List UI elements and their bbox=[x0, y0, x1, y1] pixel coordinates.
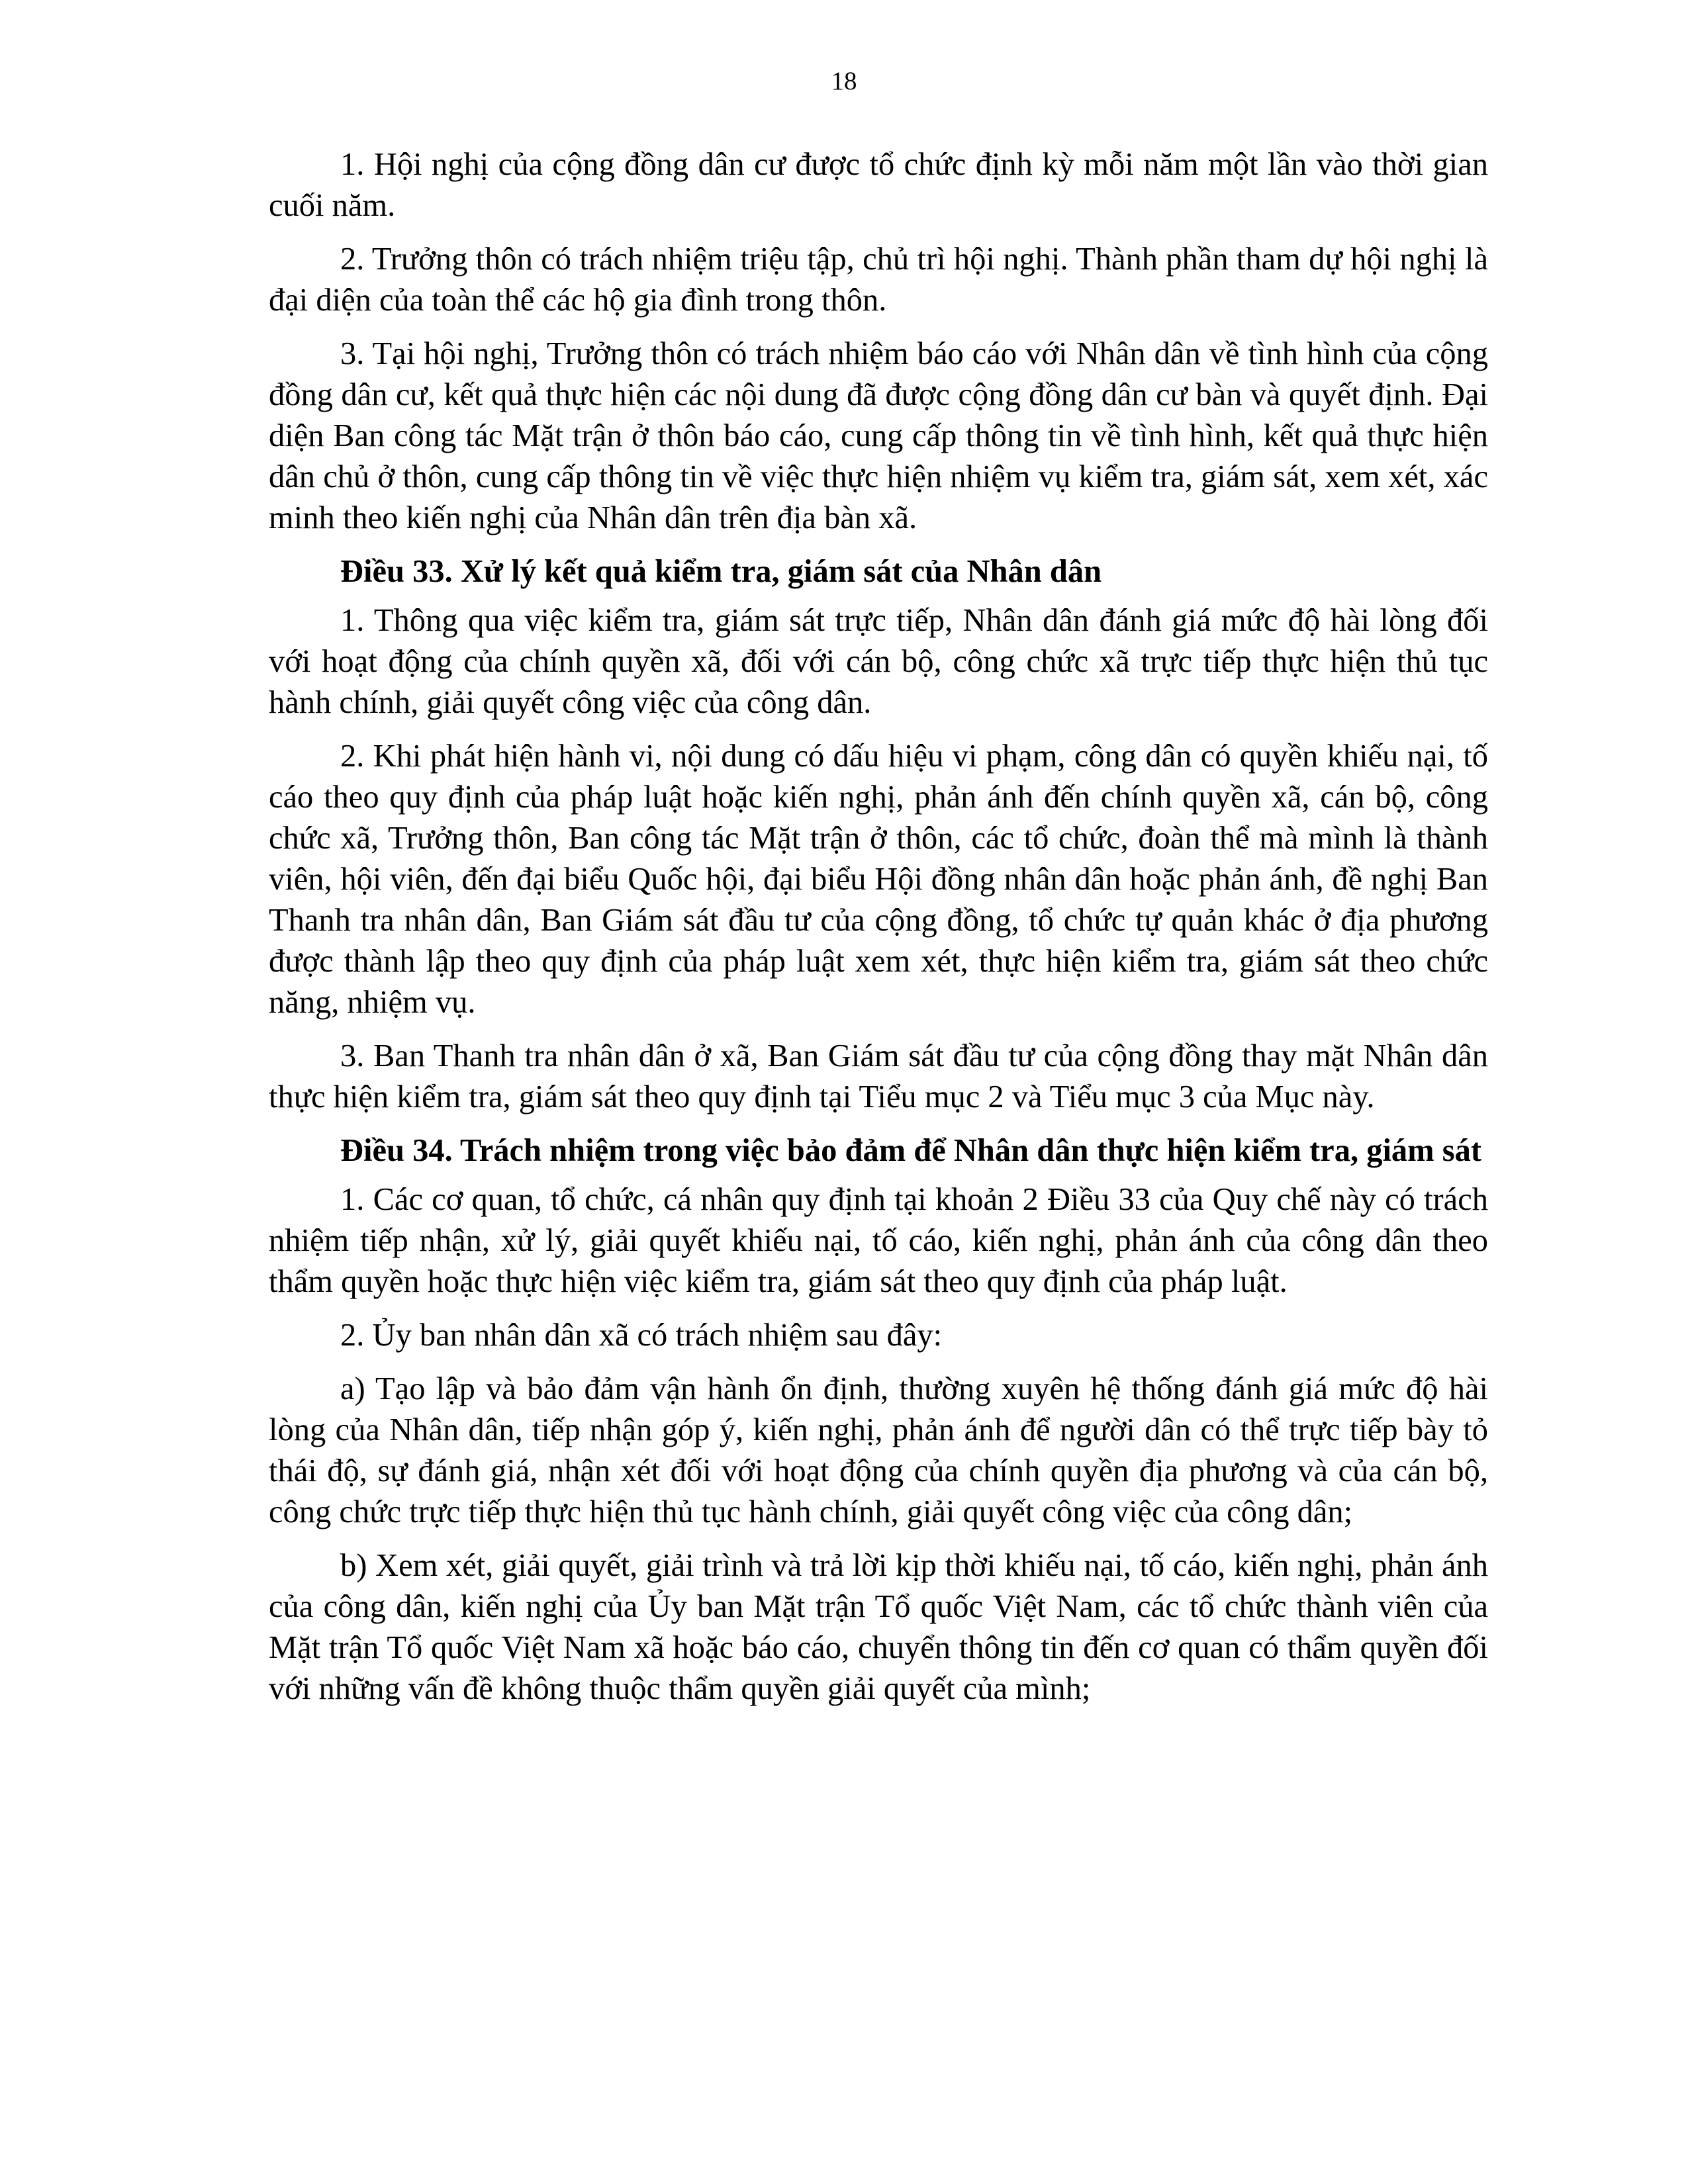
paragraph-1: 1. Hội nghị của cộng đồng dân cư được tổ chức định kỳ mỗi năm một lần vào thời gian cuối năm. bbox=[269, 147, 1488, 223]
article-34-heading: Điều 34. Trách nhiệm trong việc bảo đảm để Nhân dân thực hiện kiểm tra, giám sát bbox=[340, 1133, 1481, 1168]
paragraph-5: 2. Khi phát hiện hành vi, nội dung có dấu hiệu vi phạm, công dân có quyền khiếu nại, tố cáo theo quy định của pháp luật hoặc kiến nghị, phản ánh đến chính quyền xã, cán bộ, công chức xã, Trưởng thôn, Ban công tác Mặt trận ở thôn, các tổ chức, đoàn thể mà mình là thành viên, hội viên, đến đại biểu Quốc hội, đại biểu Hội đồng nhân dân hoặc phản ánh, đề nghị Ban Thanh tra nhân dân, Ban Giám sát đầu tư của cộng đồng, tổ chức tự quản khác ở địa phương được thành lập theo quy định của pháp luật xem xét, thực hiện kiểm tra, giám sát theo chức năng, nhiệm vụ. bbox=[269, 739, 1488, 1020]
paragraph-8: 2. Ủy ban nhân dân xã có trách nhiệm sau đây: bbox=[340, 1318, 943, 1353]
paragraph-2: 2. Trưởng thôn có trách nhiệm triệu tập, chủ trì hội nghị. Thành phần tham dự hội nghị là đại diện của toàn thể các hộ gia đình trong thôn. bbox=[269, 242, 1488, 318]
paragraph-6: 3. Ban Thanh tra nhân dân ở xã, Ban Giám sát đầu tư của cộng đồng thay mặt Nhân dân thực hiện kiểm tra, giám sát theo quy định tại Tiểu mục 2 và Tiểu mục 3 của Mục này. bbox=[269, 1038, 1488, 1115]
document-body bbox=[269, 144, 1488, 1722]
page-number: 18 bbox=[831, 67, 857, 95]
paragraph-9: a) Tạo lập và bảo đảm vận hành ổn định, thường xuyên hệ thống đánh giá mức độ hài lòng của Nhân dân, tiếp nhận góp ý, kiến nghị, phản ánh để người dân có thể trực tiếp bày tỏ thái độ, sự đánh giá, nhận xét đối với hoạt động của chính quyền địa phương và của cán bộ, công chức trực tiếp thực hiện thủ tục hành chính, giải quyết công việc của công dân; bbox=[269, 1371, 1488, 1529]
paragraph-4: 1. Thông qua việc kiểm tra, giám sát trực tiếp, Nhân dân đánh giá mức độ hài lòng đối với hoạt động của chính quyền xã, đối với cán bộ, công chức xã trực tiếp thực hiện thủ tục hành chính, giải quyết công việc của công dân. bbox=[269, 603, 1488, 720]
article-33-heading: Điều 33. Xử lý kết quả kiểm tra, giám sát của Nhân dân bbox=[340, 554, 1102, 589]
paragraph-7: 1. Các cơ quan, tổ chức, cá nhân quy định tại khoản 2 Điều 33 của Quy chế này có trách nhiệm tiếp nhận, xử lý, giải quyết khiếu nại, tố cáo, kiến nghị, phản ánh của công dân theo thẩm quyền hoặc thực hiện việc kiểm tra, giám sát theo quy định của pháp luật. bbox=[269, 1182, 1488, 1299]
paragraph-3: 3. Tại hội nghị, Trưởng thôn có trách nhiệm báo cáo với Nhân dân về tình hình của cộng đồng dân cư, kết quả thực hiện các nội dung đã được cộng đồng dân cư bàn và quyết định. Đại diện Ban công tác Mặt trận ở thôn báo cáo, cung cấp thông tin về tình hình, kết quả thực hiện dân chủ ở thôn, cung cấp thông tin về việc thực hiện nhiệm vụ kiểm tra, giám sát, xem xét, xác minh theo kiến nghị của Nhân dân trên địa bàn xã. bbox=[269, 336, 1488, 535]
paragraph-10: b) Xem xét, giải quyết, giải trình và trả lời kịp thời khiếu nại, tố cáo, kiến nghị, phản ánh của công dân, kiến nghị của Ủy ban Mặt trận Tổ quốc Việt Nam, các tổ chức thành viên của Mặt trận Tổ quốc Việt Nam xã hoặc báo cáo, chuyển thông tin đến cơ quan có thẩm quyền đối với những vấn đề không thuộc thẩm quyền giải quyết của mình; bbox=[269, 1548, 1488, 1706]
